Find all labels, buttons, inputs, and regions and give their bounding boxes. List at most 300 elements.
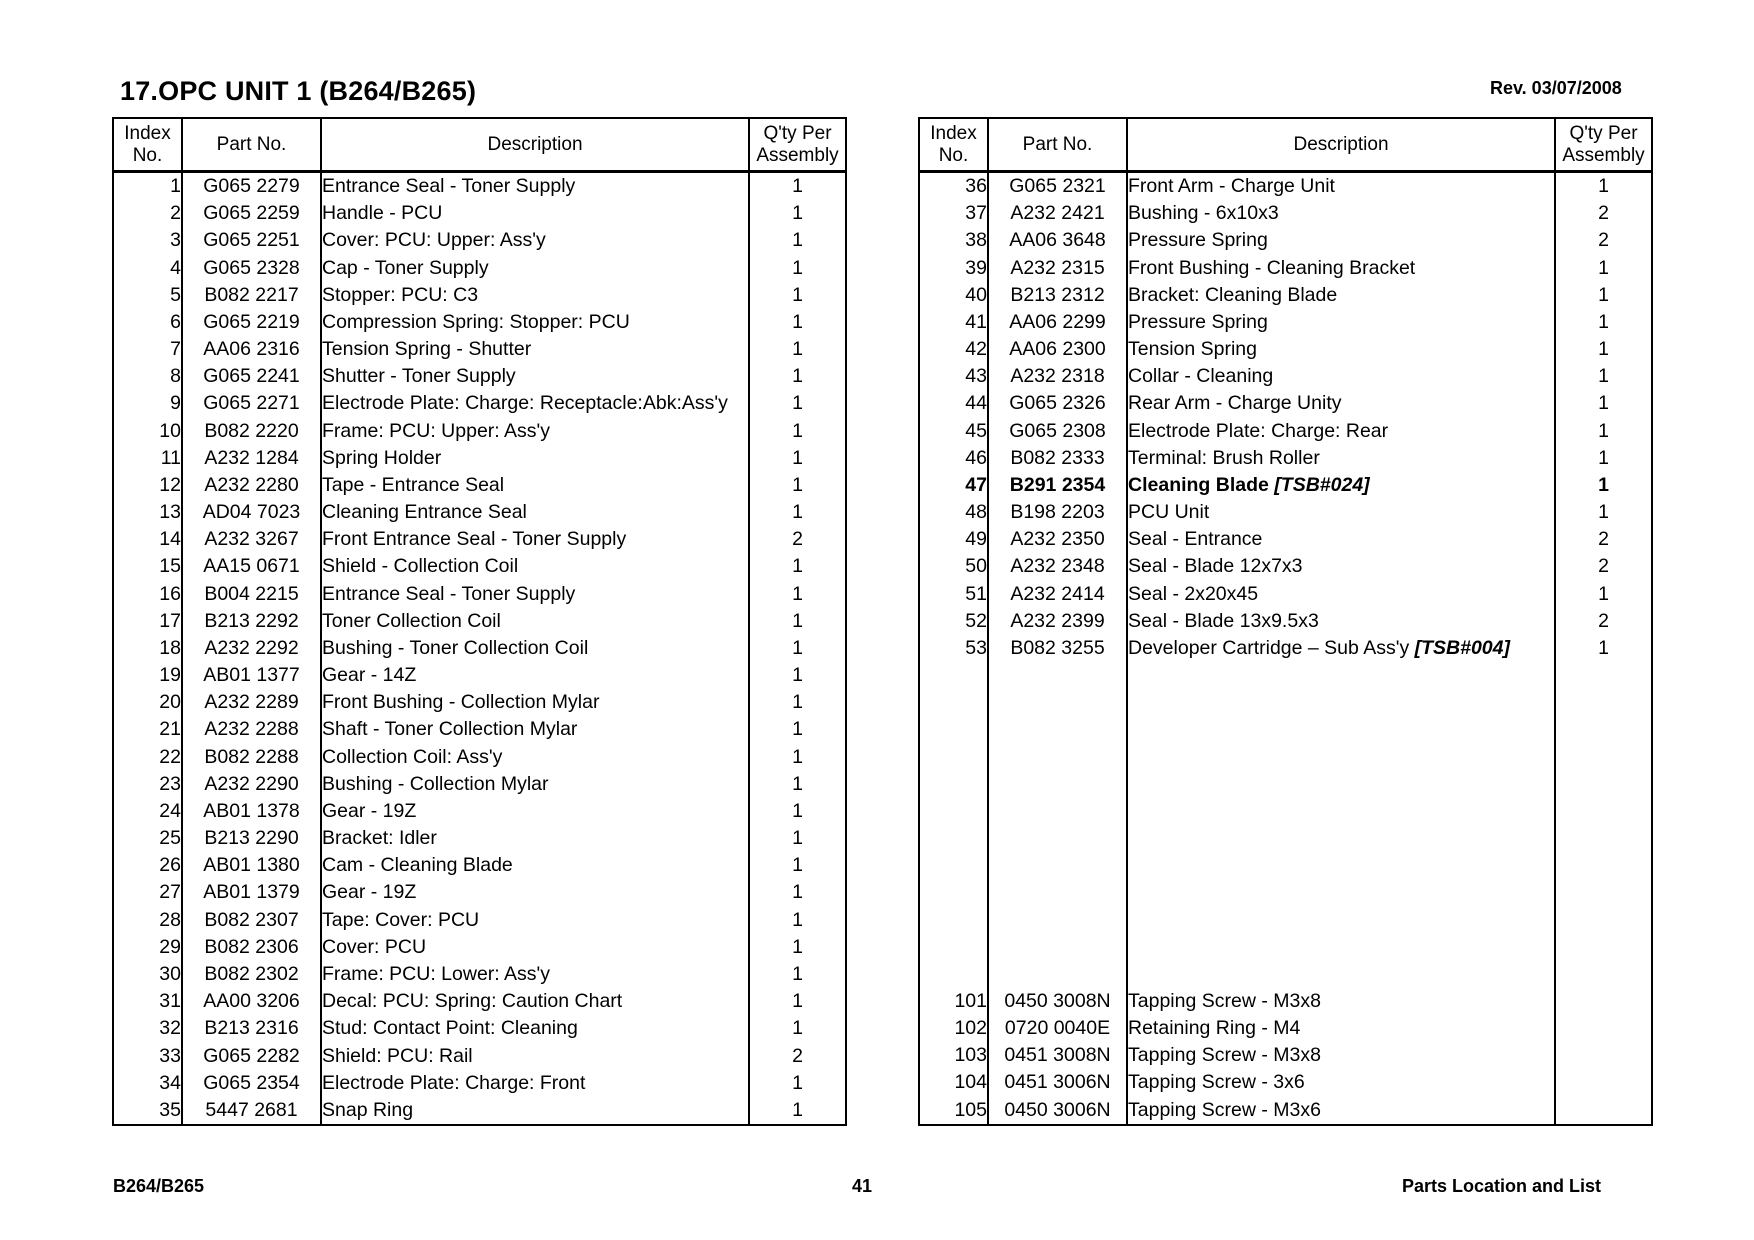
part-number-cell: 0451 3008N xyxy=(988,1042,1127,1069)
part-number-cell: G065 2328 xyxy=(182,255,321,282)
part-number-cell: AB01 1379 xyxy=(182,879,321,906)
table-row xyxy=(919,716,1652,743)
table-row xyxy=(919,771,1652,798)
header-qty: Q'ty Per Assembly xyxy=(1555,118,1652,172)
description-cell: Shutter - Toner Supply xyxy=(321,363,749,390)
quantity-cell: 1 xyxy=(1555,255,1652,282)
index-cell: 30 xyxy=(113,961,182,988)
quantity-cell xyxy=(1555,662,1652,689)
description-cell: Collection Coil: Ass'y xyxy=(321,744,749,771)
quantity-cell: 1 xyxy=(749,553,846,580)
part-number-cell: A232 2292 xyxy=(182,635,321,662)
description-cell: Shield: PCU: Rail xyxy=(321,1043,749,1070)
quantity-cell: 2 xyxy=(1555,608,1652,635)
part-number-cell xyxy=(988,662,1127,689)
description-cell: Tapping Screw - M3x8 xyxy=(1127,1042,1555,1069)
footer-section: Parts Location and List xyxy=(1402,1176,1602,1196)
part-number-cell: G065 2251 xyxy=(182,227,321,254)
index-cell: 102 xyxy=(919,1015,988,1042)
table-row xyxy=(919,934,1652,961)
description-cell: Gear - 19Z xyxy=(321,798,749,825)
index-cell xyxy=(919,798,988,825)
part-number-cell xyxy=(988,798,1127,825)
quantity-cell xyxy=(1555,689,1652,716)
table-row xyxy=(919,662,1652,689)
table-row xyxy=(919,309,1652,336)
quantity-cell: 1 xyxy=(749,390,846,417)
index-cell: 36 xyxy=(919,172,988,201)
quantity-cell: 1 xyxy=(749,852,846,879)
quantity-cell: 2 xyxy=(1555,227,1652,254)
table-row xyxy=(113,282,846,309)
description-cell: PCU Unit xyxy=(1127,499,1555,526)
part-number-cell: A232 2350 xyxy=(988,526,1127,553)
quantity-cell xyxy=(1555,798,1652,825)
quantity-cell: 1 xyxy=(749,309,846,336)
part-number-cell: B082 2288 xyxy=(182,744,321,771)
part-number-cell: B291 2354 xyxy=(988,472,1127,499)
index-cell: 41 xyxy=(919,309,988,336)
index-cell: 1 xyxy=(113,172,182,201)
index-cell: 101 xyxy=(919,988,988,1015)
table-row xyxy=(113,662,846,689)
table-row xyxy=(919,608,1652,635)
table-row xyxy=(919,1042,1652,1069)
quantity-cell: 1 xyxy=(749,1097,846,1125)
quantity-cell xyxy=(1555,961,1652,988)
part-number-cell: B213 2316 xyxy=(182,1015,321,1042)
quantity-cell: 2 xyxy=(1555,553,1652,580)
table-row xyxy=(919,689,1652,716)
quantity-cell: 1 xyxy=(749,608,846,635)
table-row xyxy=(919,472,1652,499)
description-cell: Frame: PCU: Upper: Ass'y xyxy=(321,418,749,445)
description-cell: Bracket: Idler xyxy=(321,825,749,852)
part-number-cell: A232 2399 xyxy=(988,608,1127,635)
index-cell: 35 xyxy=(113,1097,182,1125)
description-cell: Compression Spring: Stopper: PCU xyxy=(321,309,749,336)
part-number-cell: B082 3255 xyxy=(988,635,1127,662)
quantity-cell: 1 xyxy=(1555,309,1652,336)
table-row xyxy=(113,1070,846,1097)
table-row xyxy=(113,472,846,499)
table-row xyxy=(919,390,1652,417)
part-number-cell: A232 2280 xyxy=(182,472,321,499)
quantity-cell: 1 xyxy=(749,363,846,390)
quantity-cell xyxy=(1555,771,1652,798)
index-cell: 31 xyxy=(113,988,182,1015)
index-cell: 20 xyxy=(113,689,182,716)
table-row xyxy=(919,852,1652,879)
description-cell: Tension Spring xyxy=(1127,336,1555,363)
table-row xyxy=(113,336,846,363)
part-number-cell: 0450 3008N xyxy=(988,988,1127,1015)
quantity-cell xyxy=(1555,1097,1652,1125)
parts-table-left xyxy=(112,117,847,1126)
table-row xyxy=(113,553,846,580)
table-header-row xyxy=(113,118,846,172)
table-header-row xyxy=(919,118,1652,172)
description-cell xyxy=(1127,744,1555,771)
index-cell xyxy=(919,662,988,689)
part-number-cell xyxy=(988,852,1127,879)
table-row xyxy=(919,825,1652,852)
quantity-cell: 1 xyxy=(749,200,846,227)
description-cell xyxy=(1127,825,1555,852)
table-row xyxy=(919,798,1652,825)
description-cell: Front Entrance Seal - Toner Supply xyxy=(321,526,749,553)
part-number-cell: A232 2421 xyxy=(988,200,1127,227)
index-cell: 46 xyxy=(919,445,988,472)
index-cell: 16 xyxy=(113,581,182,608)
description-cell: Retaining Ring - M4 xyxy=(1127,1015,1555,1042)
table-row xyxy=(113,988,846,1015)
quantity-cell: 1 xyxy=(749,227,846,254)
table-row xyxy=(113,499,846,526)
description-cell: Seal - Blade 12x7x3 xyxy=(1127,553,1555,580)
part-number-cell: B213 2312 xyxy=(988,282,1127,309)
quantity-cell xyxy=(1555,879,1652,906)
index-cell: 28 xyxy=(113,907,182,934)
description-cell: Handle - PCU xyxy=(321,200,749,227)
quantity-cell: 1 xyxy=(749,771,846,798)
description-cell: Collar - Cleaning xyxy=(1127,363,1555,390)
part-number-cell: G065 2354 xyxy=(182,1070,321,1097)
tsb-reference: [TSB#024] xyxy=(1274,473,1370,496)
index-cell: 39 xyxy=(919,255,988,282)
table-row xyxy=(919,1069,1652,1096)
table-row xyxy=(919,879,1652,906)
part-number-cell: B198 2203 xyxy=(988,499,1127,526)
index-cell: 24 xyxy=(113,798,182,825)
quantity-cell: 1 xyxy=(1555,282,1652,309)
table-row xyxy=(113,716,846,743)
table-row xyxy=(113,1015,846,1042)
index-cell: 40 xyxy=(919,282,988,309)
quantity-cell: 1 xyxy=(749,934,846,961)
description-cell: Snap Ring xyxy=(321,1097,749,1125)
table-row xyxy=(113,635,846,662)
quantity-cell: 1 xyxy=(749,635,846,662)
description-cell: Decal: PCU: Spring: Caution Chart xyxy=(321,988,749,1015)
quantity-cell: 1 xyxy=(749,988,846,1015)
index-cell xyxy=(919,716,988,743)
description-cell xyxy=(1127,716,1555,743)
quantity-cell xyxy=(1555,988,1652,1015)
index-cell: 26 xyxy=(113,852,182,879)
table-row xyxy=(113,200,846,227)
description-cell: Front Bushing - Collection Mylar xyxy=(321,689,749,716)
table-row xyxy=(919,635,1652,662)
part-number-cell xyxy=(988,934,1127,961)
part-number-cell: G065 2282 xyxy=(182,1043,321,1070)
quantity-cell: 1 xyxy=(749,1015,846,1042)
quantity-cell: 1 xyxy=(1555,445,1652,472)
part-number-cell: 5447 2681 xyxy=(182,1097,321,1125)
part-number-cell xyxy=(988,825,1127,852)
description-cell: Terminal: Brush Roller xyxy=(1127,445,1555,472)
part-number-cell: B213 2290 xyxy=(182,825,321,852)
quantity-cell xyxy=(1555,852,1652,879)
part-number-cell: G065 2279 xyxy=(182,172,321,201)
description-cell xyxy=(1127,771,1555,798)
table-row xyxy=(919,526,1652,553)
table-row xyxy=(919,363,1652,390)
index-cell: 23 xyxy=(113,771,182,798)
quantity-cell xyxy=(1555,1042,1652,1069)
quantity-cell: 1 xyxy=(749,499,846,526)
description-cell: Frame: PCU: Lower: Ass'y xyxy=(321,961,749,988)
index-cell: 7 xyxy=(113,336,182,363)
quantity-cell: 1 xyxy=(1555,581,1652,608)
index-cell: 10 xyxy=(113,418,182,445)
description-cell xyxy=(1127,961,1555,988)
description-cell xyxy=(1127,879,1555,906)
part-number-cell: AA06 2299 xyxy=(988,309,1127,336)
description-cell: Bushing - Toner Collection Coil xyxy=(321,635,749,662)
table-row xyxy=(113,526,846,553)
index-cell: 43 xyxy=(919,363,988,390)
table-row xyxy=(919,744,1652,771)
description-cell: Tape: Cover: PCU xyxy=(321,907,749,934)
header-description: Description xyxy=(1127,118,1555,172)
table-row xyxy=(113,1043,846,1070)
quantity-cell: 1 xyxy=(1555,499,1652,526)
description-cell: Bushing - Collection Mylar xyxy=(321,771,749,798)
index-cell: 19 xyxy=(113,662,182,689)
description-cell: Spring Holder xyxy=(321,445,749,472)
description-cell: Stopper: PCU: C3 xyxy=(321,282,749,309)
quantity-cell: 1 xyxy=(1555,635,1652,662)
table-row xyxy=(113,227,846,254)
table-row xyxy=(919,445,1652,472)
index-cell xyxy=(919,689,988,716)
quantity-cell: 1 xyxy=(1555,418,1652,445)
description-cell: Toner Collection Coil xyxy=(321,608,749,635)
part-number-cell: AA06 2316 xyxy=(182,336,321,363)
description-cell: Pressure Spring xyxy=(1127,309,1555,336)
quantity-cell: 1 xyxy=(749,689,846,716)
index-cell: 18 xyxy=(113,635,182,662)
index-cell: 2 xyxy=(113,200,182,227)
table-row xyxy=(113,309,846,336)
quantity-cell: 1 xyxy=(1555,472,1652,499)
index-cell: 27 xyxy=(113,879,182,906)
description-cell: Stud: Contact Point: Cleaning xyxy=(321,1015,749,1042)
table-row xyxy=(919,227,1652,254)
description-cell xyxy=(1127,852,1555,879)
part-number-cell: B082 2333 xyxy=(988,445,1127,472)
part-number-cell: AB01 1377 xyxy=(182,662,321,689)
index-cell: 11 xyxy=(113,445,182,472)
index-cell: 9 xyxy=(113,390,182,417)
quantity-cell xyxy=(1555,1015,1652,1042)
index-cell: 53 xyxy=(919,635,988,662)
description-cell: Tapping Screw - M3x8 xyxy=(1127,988,1555,1015)
part-number-cell: G065 2241 xyxy=(182,363,321,390)
quantity-cell: 1 xyxy=(749,255,846,282)
table-row xyxy=(919,907,1652,934)
index-cell: 50 xyxy=(919,553,988,580)
part-number-cell xyxy=(988,689,1127,716)
index-cell: 22 xyxy=(113,744,182,771)
index-cell xyxy=(919,825,988,852)
quantity-cell: 1 xyxy=(749,445,846,472)
index-cell: 29 xyxy=(113,934,182,961)
description-cell: Tapping Screw - 3x6 xyxy=(1127,1069,1555,1096)
quantity-cell: 2 xyxy=(1555,200,1652,227)
part-number-cell: AA15 0671 xyxy=(182,553,321,580)
description-cell: Seal - 2x20x45 xyxy=(1127,581,1555,608)
table-row xyxy=(113,689,846,716)
index-cell: 17 xyxy=(113,608,182,635)
table-row xyxy=(113,825,846,852)
index-cell: 4 xyxy=(113,255,182,282)
part-number-cell xyxy=(988,879,1127,906)
quantity-cell: 1 xyxy=(749,282,846,309)
index-cell: 3 xyxy=(113,227,182,254)
part-number-cell: A232 2290 xyxy=(182,771,321,798)
part-number-cell: A232 3267 xyxy=(182,526,321,553)
index-cell: 13 xyxy=(113,499,182,526)
table-row xyxy=(113,1097,846,1125)
table-row xyxy=(113,798,846,825)
table-row xyxy=(113,907,846,934)
quantity-cell: 1 xyxy=(749,744,846,771)
quantity-cell: 1 xyxy=(749,1070,846,1097)
description-cell: Shield - Collection Coil xyxy=(321,553,749,580)
index-cell: 32 xyxy=(113,1015,182,1042)
index-cell: 48 xyxy=(919,499,988,526)
description-cell xyxy=(1127,798,1555,825)
description-cell: Cap - Toner Supply xyxy=(321,255,749,282)
part-number-cell xyxy=(988,961,1127,988)
table-row xyxy=(113,771,846,798)
description-cell: Entrance Seal - Toner Supply xyxy=(321,581,749,608)
table-row xyxy=(919,988,1652,1015)
index-cell xyxy=(919,879,988,906)
table-row xyxy=(113,608,846,635)
index-cell: 42 xyxy=(919,336,988,363)
table-row xyxy=(919,1015,1652,1042)
table-row xyxy=(113,961,846,988)
part-number-cell xyxy=(988,716,1127,743)
table-row xyxy=(919,200,1652,227)
description-cell: Tapping Screw - M3x6 xyxy=(1127,1097,1555,1125)
header-description: Description xyxy=(321,118,749,172)
index-cell: 38 xyxy=(919,227,988,254)
index-cell: 104 xyxy=(919,1069,988,1096)
part-number-cell: B082 2217 xyxy=(182,282,321,309)
quantity-cell: 1 xyxy=(749,716,846,743)
quantity-cell xyxy=(1555,744,1652,771)
table-row xyxy=(919,499,1652,526)
part-number-cell: B213 2292 xyxy=(182,608,321,635)
index-cell: 49 xyxy=(919,526,988,553)
part-number-cell: 0720 0040E xyxy=(988,1015,1127,1042)
part-number-cell: 0450 3006N xyxy=(988,1097,1127,1125)
part-number-cell: AB01 1378 xyxy=(182,798,321,825)
part-number-cell: B082 2307 xyxy=(182,907,321,934)
part-number-cell: A232 2315 xyxy=(988,255,1127,282)
part-number-cell: G065 2259 xyxy=(182,200,321,227)
footer-model: B264/B265 xyxy=(113,1176,205,1196)
table-row xyxy=(919,172,1652,201)
description-cell: Developer Cartridge – Sub Ass'y [TSB#004] xyxy=(1127,635,1555,662)
description-cell xyxy=(1127,934,1555,961)
description-cell xyxy=(1127,662,1555,689)
index-cell xyxy=(919,934,988,961)
page-title: 17.OPC UNIT 1 (B264/B265) xyxy=(120,76,477,106)
description-cell: Bracket: Cleaning Blade xyxy=(1127,282,1555,309)
quantity-cell: 1 xyxy=(1555,336,1652,363)
part-number-cell: G065 2321 xyxy=(988,172,1127,201)
tsb-reference: [TSB#004] xyxy=(1414,636,1510,659)
description-cell: Gear - 19Z xyxy=(321,879,749,906)
description-cell: Pressure Spring xyxy=(1127,227,1555,254)
part-number-cell: AB01 1380 xyxy=(182,852,321,879)
part-number-cell xyxy=(988,744,1127,771)
quantity-cell: 1 xyxy=(1555,390,1652,417)
description-cell: Rear Arm - Charge Unity xyxy=(1127,390,1555,417)
index-cell: 15 xyxy=(113,553,182,580)
table-row xyxy=(113,390,846,417)
index-cell: 52 xyxy=(919,608,988,635)
index-cell xyxy=(919,907,988,934)
index-cell: 34 xyxy=(113,1070,182,1097)
table-row xyxy=(113,418,846,445)
quantity-cell: 1 xyxy=(749,336,846,363)
quantity-cell xyxy=(1555,1069,1652,1096)
table-row xyxy=(113,363,846,390)
quantity-cell: 1 xyxy=(749,907,846,934)
part-number-cell xyxy=(988,771,1127,798)
description-cell: Electrode Plate: Charge: Receptacle:Abk:Ass'y xyxy=(321,390,749,417)
description-cell: Seal - Blade 13x9.5x3 xyxy=(1127,608,1555,635)
description-cell: Cover: PCU: Upper: Ass'y xyxy=(321,227,749,254)
index-cell xyxy=(919,852,988,879)
quantity-cell: 1 xyxy=(749,472,846,499)
quantity-cell: 2 xyxy=(1555,526,1652,553)
table-row xyxy=(919,961,1652,988)
part-number-cell: AD04 7023 xyxy=(182,499,321,526)
quantity-cell: 2 xyxy=(749,526,846,553)
part-number-cell: G065 2308 xyxy=(988,418,1127,445)
table-row xyxy=(113,744,846,771)
header-part-no: Part No. xyxy=(182,118,321,172)
description-cell: Entrance Seal - Toner Supply xyxy=(321,172,749,201)
part-number-cell: B082 2302 xyxy=(182,961,321,988)
table-row xyxy=(113,934,846,961)
description-cell xyxy=(1127,689,1555,716)
index-cell: 33 xyxy=(113,1043,182,1070)
part-number-cell: AA06 3648 xyxy=(988,227,1127,254)
description-cell: Cleaning Blade [TSB#024] xyxy=(1127,472,1555,499)
description-cell: Tape - Entrance Seal xyxy=(321,472,749,499)
table-row xyxy=(113,255,846,282)
part-number-cell: A232 2348 xyxy=(988,553,1127,580)
index-cell: 105 xyxy=(919,1097,988,1125)
table-row xyxy=(919,418,1652,445)
index-cell: 6 xyxy=(113,309,182,336)
quantity-cell: 1 xyxy=(749,418,846,445)
index-cell: 103 xyxy=(919,1042,988,1069)
index-cell: 5 xyxy=(113,282,182,309)
index-cell: 21 xyxy=(113,716,182,743)
quantity-cell: 1 xyxy=(749,581,846,608)
description-cell: Electrode Plate: Charge: Rear xyxy=(1127,418,1555,445)
part-number-cell xyxy=(988,907,1127,934)
